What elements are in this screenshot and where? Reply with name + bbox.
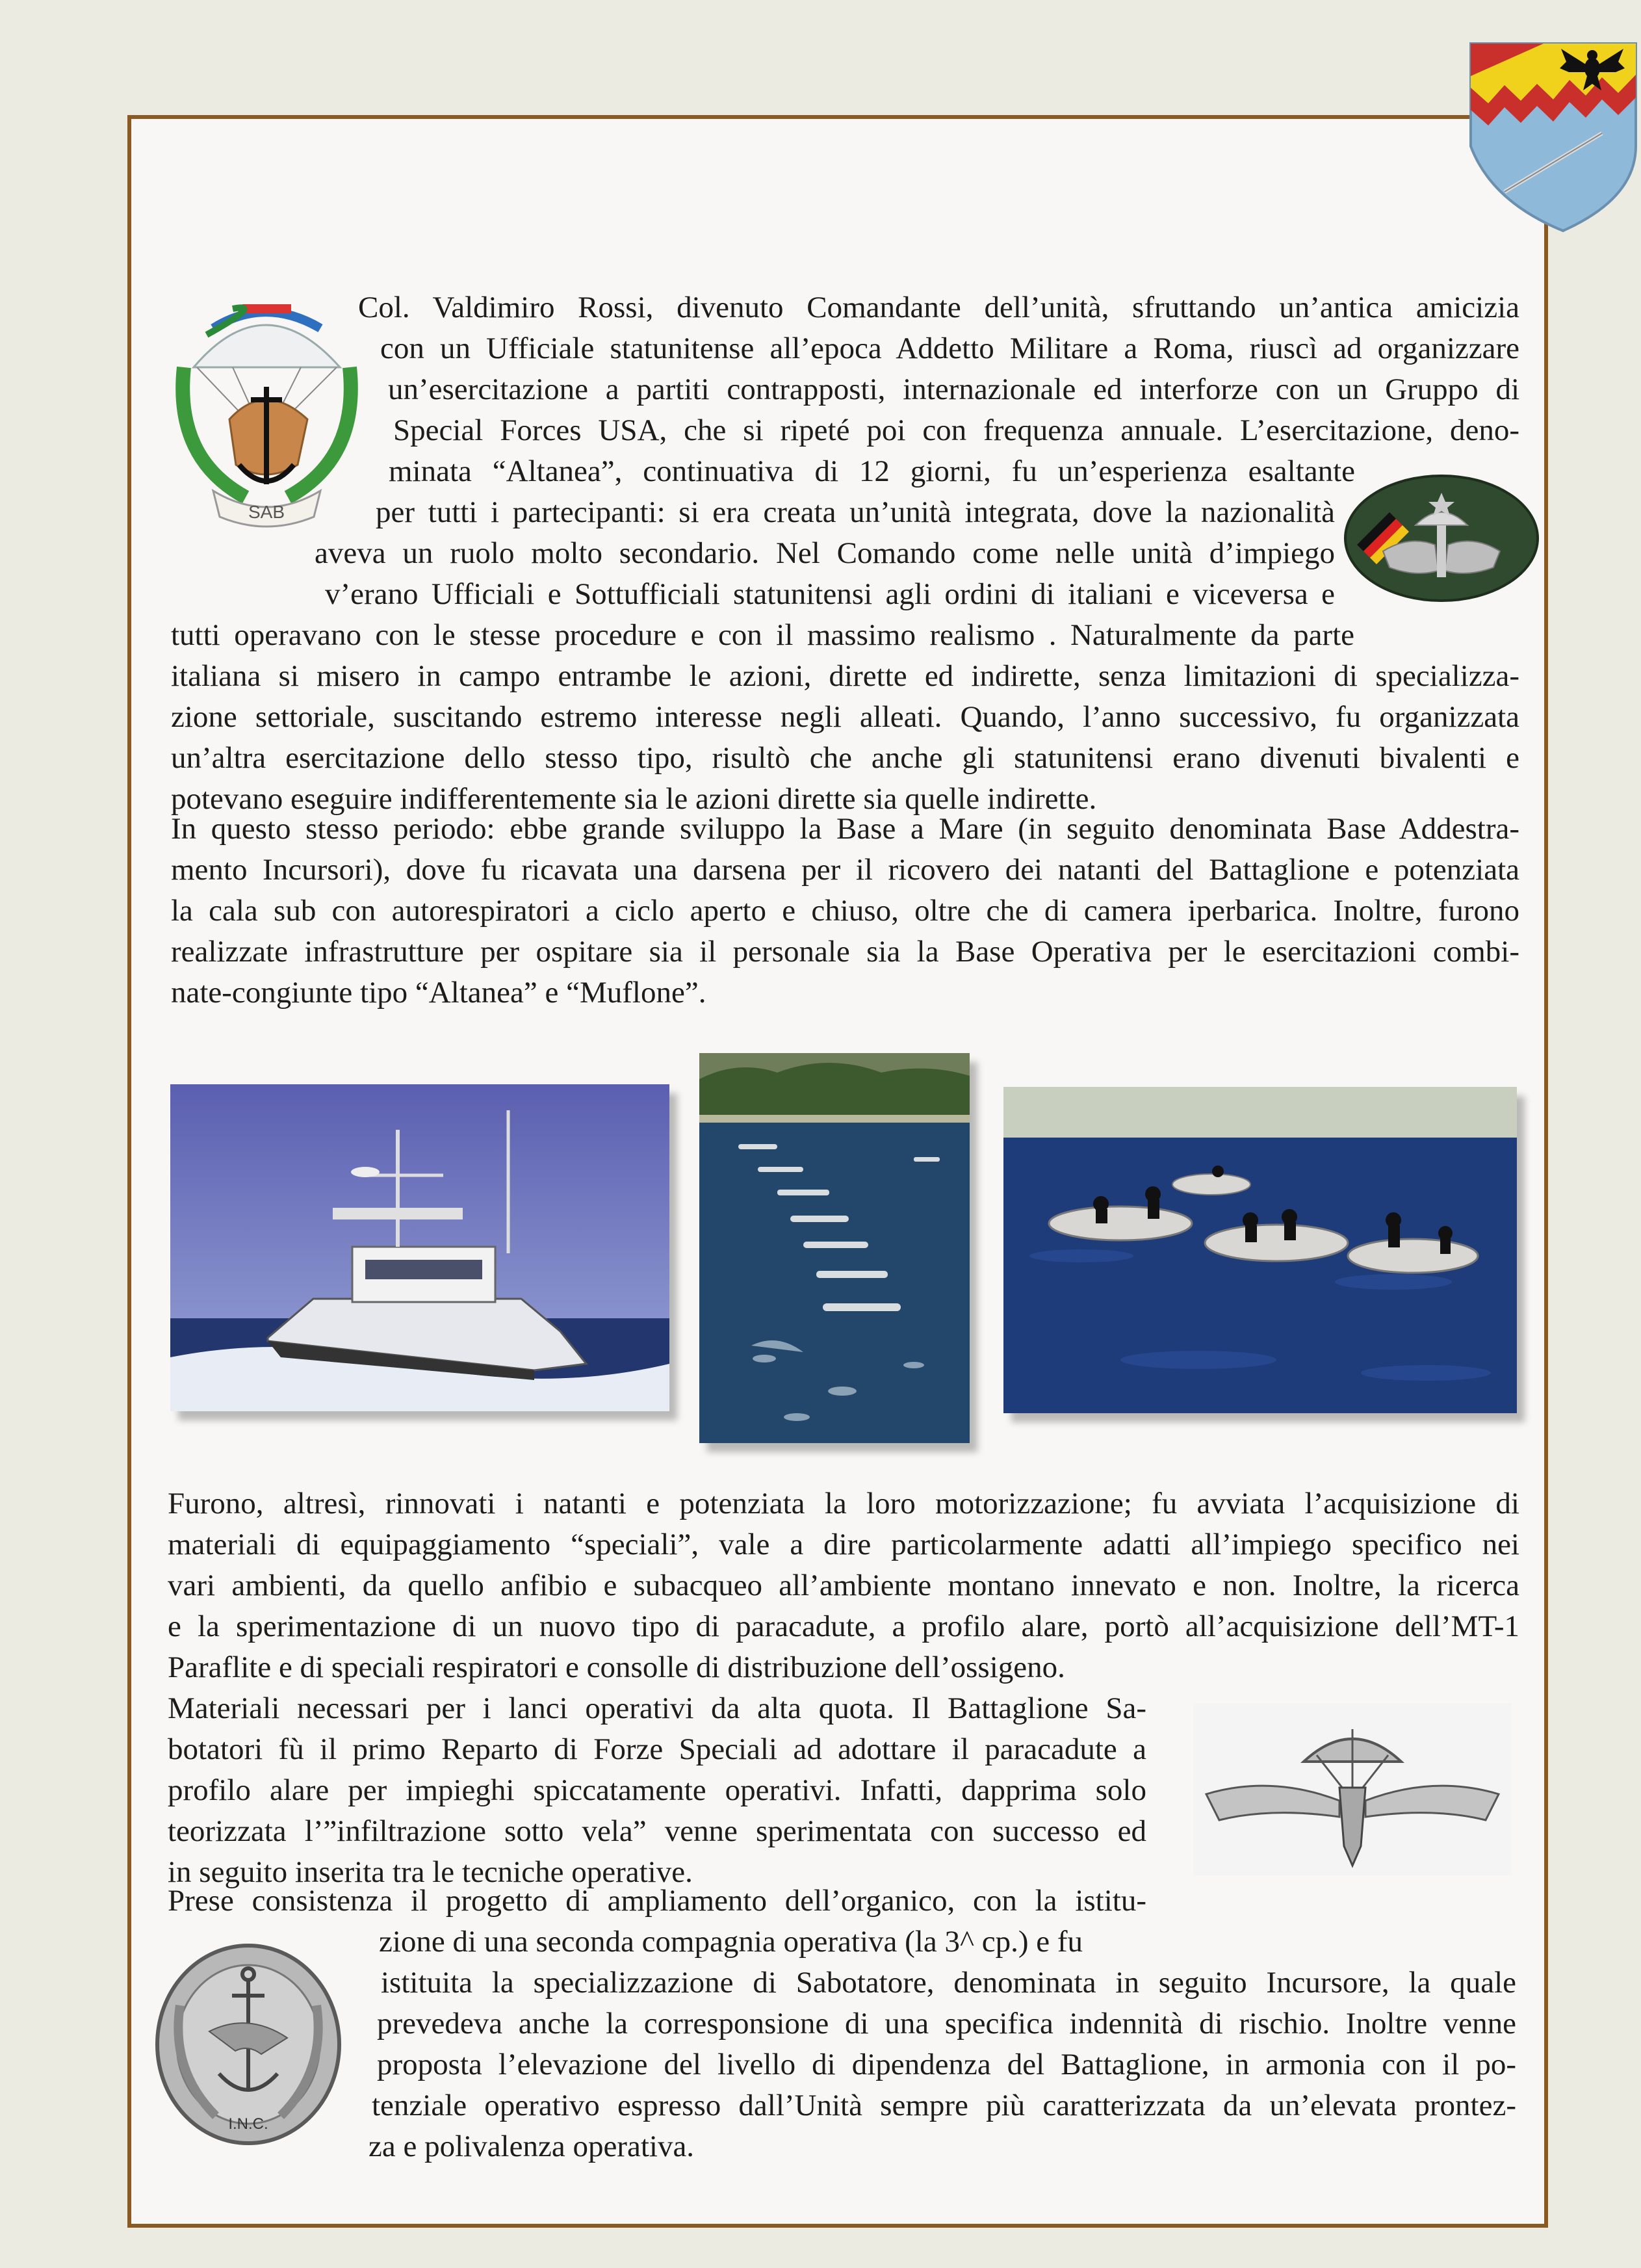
kayak-column-photo <box>699 1053 970 1443</box>
text-line: vari ambienti, da quello anfibio e subacqueo all’ambiente montano innevato e non. Inoltre, la ricerca <box>168 1569 1519 1602</box>
text-line: nate-congiunte tipo “Altanea” e “Muflone”. <box>171 976 706 1010</box>
text-line: profilo alare per impieghi spiccatamente operativi. Infatti, dapprima solo <box>168 1773 1146 1807</box>
text-line: potevano eseguire indifferentemente sia le azioni dirette sia quelle indirette. <box>171 782 1097 816</box>
text-line: italiana si misero in campo entrambe le azioni, dirette ed indirette, senza limitazioni di specializza- <box>171 659 1519 693</box>
sab-badge-label: SAB <box>248 502 285 522</box>
text-line: prevedeva anche la corresponsione di una specifica indennità di rischio. Inoltre venne <box>377 2007 1516 2040</box>
master-parachutist-patch-icon <box>1344 473 1539 603</box>
text-line: za e polivalenza operativa. <box>368 2130 695 2163</box>
text-line: materiali di equipaggiamento “speciali”, vale a dire particolarmente adatti all’impiego specifico nei <box>168 1528 1519 1561</box>
text-line: aveva un ruolo molto secondario. Nel Comando come nelle unità d’impiego <box>315 536 1335 570</box>
inc-badge-label: I.N.C. <box>228 2115 268 2133</box>
text-line: zione settoriale, suscitando estremo interesse negli alleati. Quando, l’anno successivo, fu organizzata <box>171 700 1519 734</box>
text-line: proposta l’elevazione del livello di dipendenza del Battaglione, in armonia con il po- <box>377 2048 1516 2081</box>
text-line: In questo stesso periodo: ebbe grande sviluppo la Base a Mare (in seguito denominata Base Addestra- <box>171 812 1519 846</box>
text-line: tenziale operativo espresso dall’Unità sempre più caratterizzata da un’elevata prontez- <box>372 2089 1516 2122</box>
sab-parachute-badge-icon <box>168 289 366 536</box>
text-line: Materiali necessari per i lanci operativi da alta quota. Il Battaglione Sa- <box>168 1691 1146 1725</box>
text-line: e la sperimentazione di un nuovo tipo di paracadute, a profilo alare, portò all’acquisizione dell’MT-1 <box>168 1610 1519 1643</box>
text-line: la cala sub con autorespiratori a ciclo aperto e chiuso, oltre che di camera iperbarica. Inoltre, furono <box>171 894 1519 928</box>
patrol-boat-photo <box>170 1084 669 1411</box>
text-line: in seguito inserita tra le tecniche operative. <box>168 1855 693 1889</box>
text-line: Furono, altresì, rinnovati i natanti e potenziata la loro motorizzazione; fu avviata l’acquisizione di <box>168 1487 1519 1520</box>
text-line: Paraflite e di speciali respiratori e consolle di distribuzione dell’ossigeno. <box>168 1650 1065 1684</box>
text-line: un’altra esercitazione dello stesso tipo, risultò che anche gli statunitensi erano divenuti bivalenti e <box>171 741 1519 775</box>
inflatable-boats-photo <box>1003 1087 1517 1413</box>
text-line: zione di una seconda compagnia operativa (la 3^ cp.) e fu <box>379 1925 1083 1959</box>
text-line: per tutti i partecipanti: si era creata un’unità integrata, dove la nazionalità <box>376 495 1335 529</box>
text-line: istituita la specializzazione di Sabotatore, denominata in seguito Incursore, la quale <box>381 1966 1516 2000</box>
text-line: teorizzata l’”infiltrazione sotto vela” venne sperimentata con successo ed <box>168 1814 1146 1848</box>
text-line: botatori fù il primo Reparto di Forze Speciali ad adottare il paracadute a <box>168 1732 1146 1766</box>
text-line: mento Incursori), dove fu ricavata una darsena per il ricovero dei natanti del Battaglione e potenziata <box>171 853 1519 887</box>
inc-laurel-badge-icon <box>151 1940 346 2148</box>
winged-parachute-badge-icon <box>1193 1703 1512 1875</box>
heraldic-shield-icon <box>1466 36 1641 234</box>
text-line: un’esercitazione a partiti contrapposti, internazionale ed interforze con un Gruppo di <box>388 372 1519 406</box>
text-line: Special Forces USA, che si ripeté poi con frequenza annuale. L’esercitazione, deno- <box>393 413 1519 447</box>
text-line: Col. Valdimiro Rossi, divenuto Comandante dell’unità, sfruttando un’antica amicizia <box>358 291 1519 324</box>
text-line: tutti operavano con le stesse procedure e con il massimo realismo . Naturalmente da parte <box>171 618 1354 652</box>
text-line: minata “Altanea”, continuativa di 12 giorni, fu un’esperienza esaltante <box>389 454 1355 488</box>
text-line: realizzate infrastrutture per ospitare sia il personale sia la Base Operativa per le esercitazioni combi- <box>171 935 1519 969</box>
text-line: con un Ufficiale statunitense all’epoca Addetto Militare a Roma, riuscì ad organizzare <box>380 332 1519 365</box>
text-line: v’erano Ufficiali e Sottufficiali statunitensi agli ordini di italiani e viceversa e <box>325 577 1335 611</box>
text-line: Prese consistenza il progetto di ampliamento dell’organico, con la istitu- <box>168 1884 1146 1918</box>
